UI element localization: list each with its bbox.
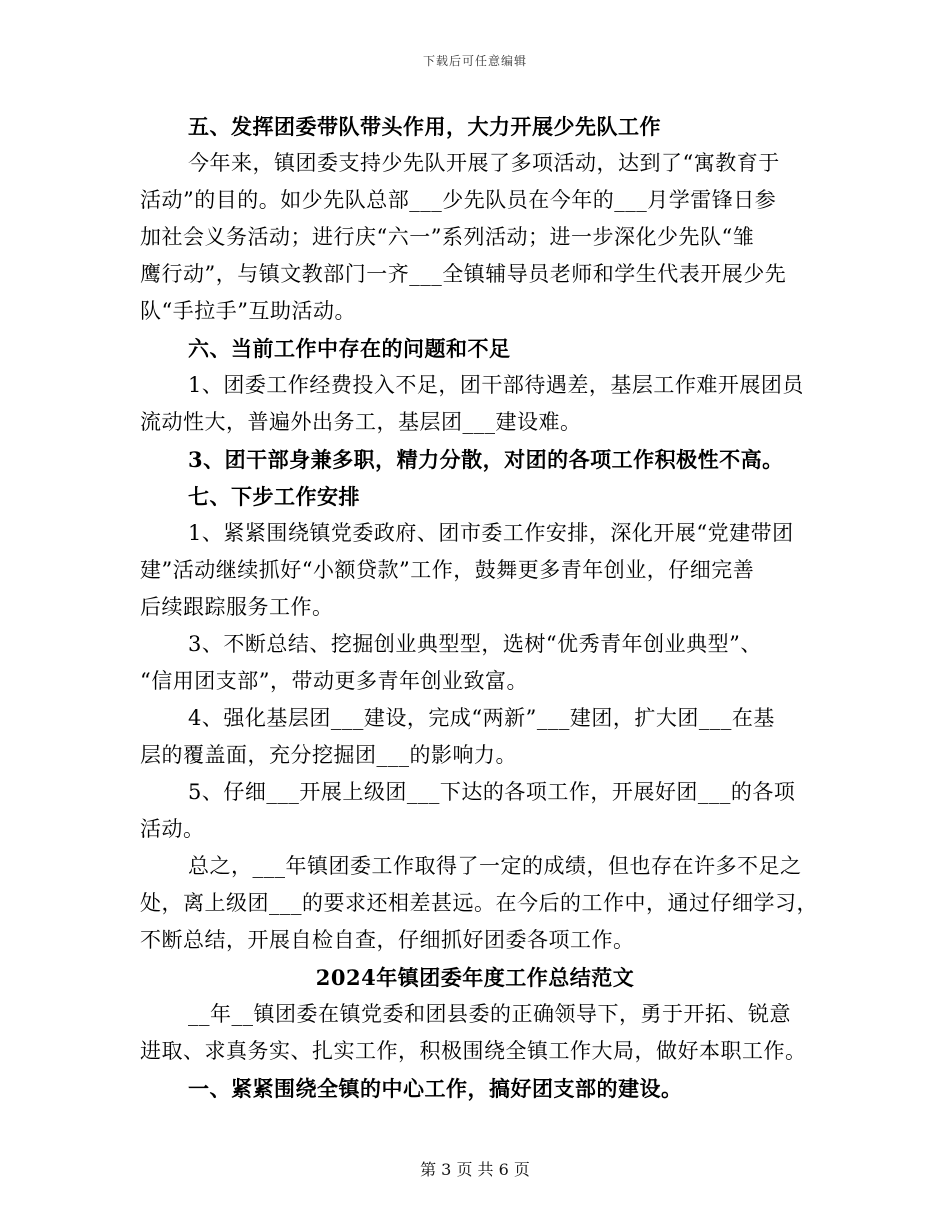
paragraph-line: 流动性大，普遍外出务工，基层团___建设难。 [140, 410, 582, 434]
paragraph-line: 层的覆盖面，充分挖掘团___的影响力。 [140, 743, 517, 767]
section-heading-5: 五、发挥团委带队带头作用，大力开展少先队工作 [188, 114, 661, 139]
section-heading-6: 六、当前工作中存在的问题和不足 [188, 336, 511, 361]
page-number: 第 3 页 共 6 页 [420, 1160, 530, 1179]
paragraph-line: 鹰行动”，与镇文教部门一齐___全镇辅导员老师和学生代表开展少先 [140, 262, 787, 286]
paragraph-line: 3、不断总结、挖掘创业典型型，选树“优秀青年创业典型”、 [188, 632, 762, 656]
paragraph-line: 今年来，镇团委支持少先队开展了多项活动，达到了“寓教育于 [188, 151, 780, 175]
paragraph-line: 4、强化基层团___建设，完成“两新”___建团，扩大团___在基 [188, 706, 775, 730]
paragraph-line: __年__镇团委在镇党委和团县委的正确领导下，勇于开拓、锐意 [188, 1002, 791, 1026]
page-header-note: 下载后可任意编辑 [422, 54, 527, 68]
paragraph-line: 活动。 [140, 817, 205, 841]
bold-paragraph-line: 3、团干部身兼多职，精力分散，对团的各项工作积极性不高。 [188, 447, 784, 472]
paragraph-line: 1、紧紧围绕镇党委政府、团市委工作安排，深化开展“党建带团 [188, 521, 794, 545]
paragraph-line: 进取、求真务实、扎实工作，积极围绕全镇工作大局，做好本职工作。 [140, 1039, 807, 1063]
paragraph-line: 总之，___年镇团委工作取得了一定的成绩，但也存在许多不足之 [188, 854, 802, 878]
section-heading-1: 一、紧紧围绕全镇的中心工作，搞好团支部的建设。 [188, 1076, 683, 1101]
document-body [140, 108, 818, 1107]
section-heading-7: 七、下步工作安排 [188, 484, 360, 509]
paragraph-line: 后续跟踪服务工作。 [140, 595, 334, 619]
paragraph-line: “信用团支部”，带动更多青年创业致富。 [140, 669, 528, 693]
paragraph-line: 1、团委工作经费投入不足，团干部待遇差，基层工作难开展团员 [188, 373, 804, 397]
paragraph-line: 处，离上级团___的要求还相差甚远。在今后的工作中，通过仔细学习， [140, 891, 818, 915]
paragraph-line: 5、仔细___开展上级团___下达的各项工作，开展好团___的各项 [188, 780, 796, 804]
paragraph-line: 不断总结，开展自检自查，仔细抓好团委各项工作。 [140, 928, 635, 952]
document-title: 2024年镇团委年度工作总结范文 [315, 965, 635, 990]
paragraph-line: 加社会义务活动；进行庆“六一”系列活动；进一步深化少先队“雏 [140, 225, 755, 249]
paragraph-line: 建”活动继续抓好“小额贷款”工作，鼓舞更多青年创业，仔细完善 [140, 558, 755, 582]
paragraph-line: 活动”的目的。如少先队总部___少先队员在今年的___月学雷锋日参 [140, 188, 777, 212]
paragraph-line: 队“手拉手”互助活动。 [140, 299, 356, 323]
